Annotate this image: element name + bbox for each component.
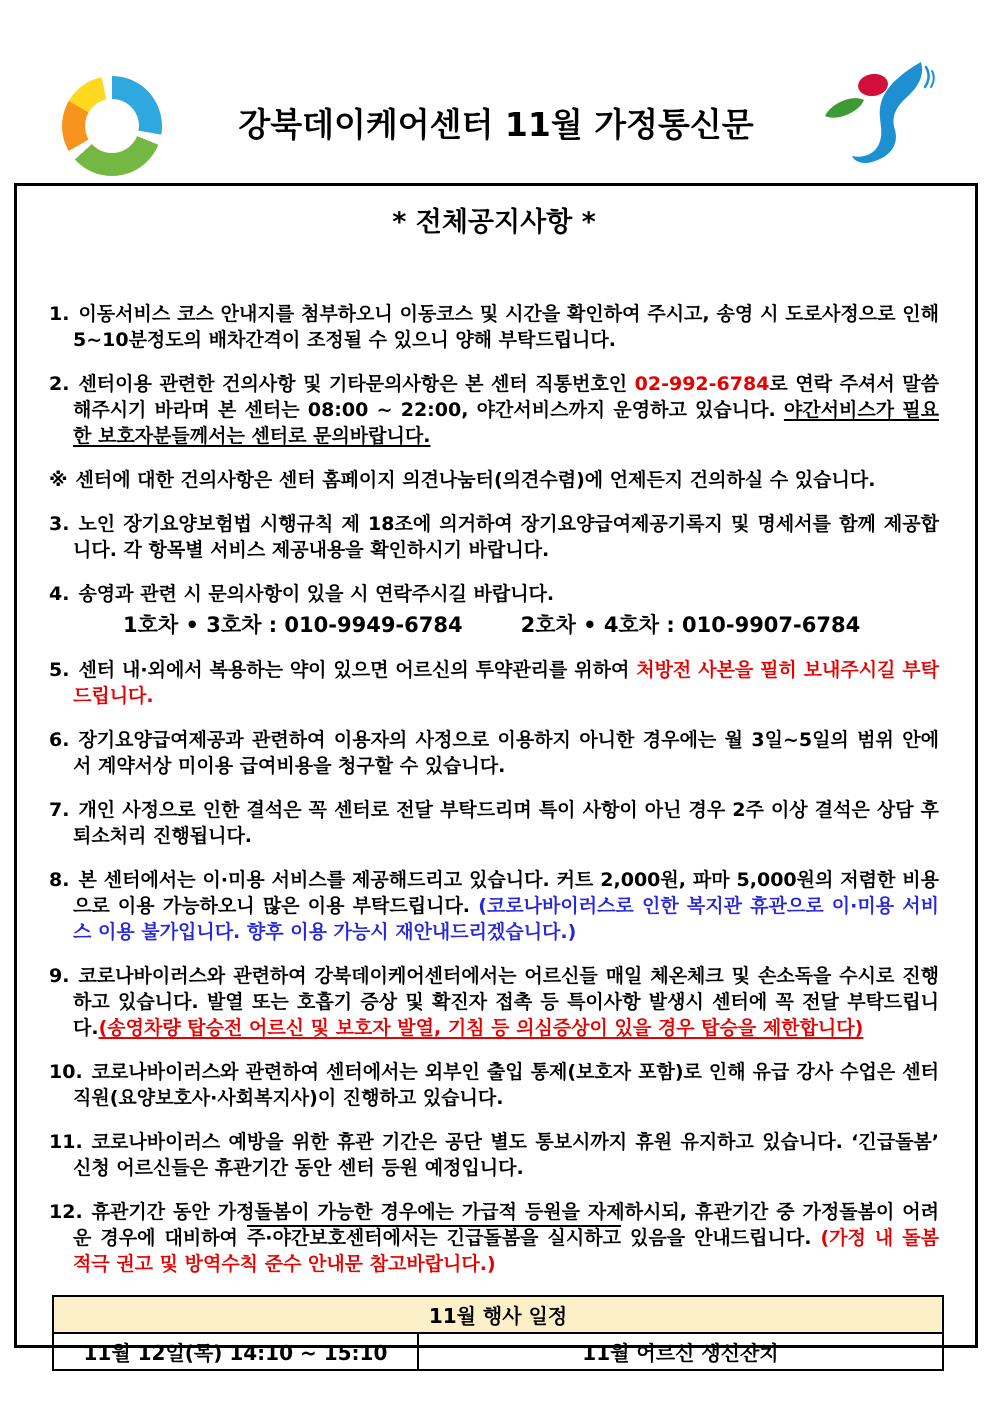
notice-item-9	[49, 963, 939, 1041]
item-text: 개인 사정으로 인한 결석은 꼭 센터로 전달 부탁드리며 특이 사항이 아닌 경우 2주 이상 결석은 상담 후 퇴소처리 진행됩니다.	[73, 799, 939, 847]
event-table-title: 11월 행사 일정	[53, 1296, 943, 1333]
seoul-city-logo-icon	[817, 60, 942, 172]
item-text: 코로나바이러스와 관련하여 강북데이케어센터에서는 어르신들 매일 체온체크 및 손소독을 수시로 진행하고 있습니다. 발열 또는 호흡기 증상 및 확진자 접촉 등 특이사항 발생시 센터에 꼭 전달 부탁드립니다.	[73, 965, 939, 1039]
notice-item-1	[49, 301, 939, 353]
item-text: 휴관기간 동안 가정돌봄이 가능한 경우에는 가급적 등원을 자제하시되, 휴관기간 중 가정돌봄이 어려운 경우에 대비하여	[73, 1201, 939, 1249]
item-text: 있음을 안내드립니다.	[620, 1227, 821, 1249]
notice-item-10	[49, 1059, 939, 1111]
page-header	[0, 0, 992, 183]
reference-mark: ※	[49, 469, 68, 491]
item-number: 1.	[49, 303, 70, 325]
shuttle-phone-2: 2호차 • 4호차 : 010-9907-6784	[520, 613, 861, 637]
item-number: 8.	[49, 869, 70, 891]
item-number: 12.	[49, 1201, 83, 1223]
item-number: 2.	[49, 373, 70, 395]
notice-subnote	[49, 467, 939, 493]
item-text: 로 연락 주셔서 말씀해주시기 바라며 본 센터는 08:00 ~ 22:00, 야간서비스까지 운영하고 있습니다.	[73, 373, 939, 421]
item-number: 6.	[49, 729, 70, 751]
shuttle-phone-line	[49, 611, 939, 639]
item-number: 5.	[49, 659, 70, 681]
notice-item-2	[49, 371, 939, 449]
subnote-text: 센터에 대한 건의사항은 센터 홈페이지 의견나눔터(의견수렴)에 언제든지 건의하실 수 있습니다.	[75, 469, 876, 491]
event-table-header-row	[53, 1296, 943, 1333]
general-notice-box	[14, 183, 978, 1365]
item-text: 송영과 관련 시 문의사항이 있을 시 연락주시길 바랍니다.	[78, 583, 555, 605]
item-text: 코로나바이러스 예방을 위한 휴관 기간은 공단 별도 통보시까지 휴원 유지하고 있습니다. ‘긴급돌봄’ 신청 어르신들은 휴관기간 동안 센터 등원 예정입니다.	[73, 1131, 939, 1179]
notice-item-3	[49, 511, 939, 563]
notice-item-11	[49, 1129, 939, 1181]
notice-item-8	[49, 867, 939, 945]
notice-item-4	[49, 581, 939, 607]
event-datetime-cell: 11월 12일(목) 14:10 ~ 15:10	[53, 1333, 418, 1370]
notice-item-12	[49, 1199, 939, 1277]
notice-item-6	[49, 727, 939, 779]
item-number: 7.	[49, 799, 70, 821]
underlined-text: 야간서비스가 필요한 보호자분들께서는 센터로 문의바랍니다.	[73, 399, 939, 447]
item-number: 4.	[49, 583, 70, 605]
notice-title: * 전체공지사항 *	[392, 207, 596, 238]
phone-number-red: 02-992-6784	[634, 373, 770, 395]
item-number: 3.	[49, 513, 70, 535]
red-underlined-text: (송영차량 탑승전 어르신 및 보호자 발열, 기침 등 의심증상이 있을 경우 탑승을 제한합니다)	[98, 1017, 864, 1039]
item-text: 이동서비스 코스 안내지를 첨부하오니 이동코스 및 시간을 확인하여 주시고, 송영 시 도로사정으로 인해 5~10분정도의 배차간격이 조정될 수 있으니 양해 부탁드립니다.	[73, 303, 939, 351]
item-text: 코로나바이러스와 관련하여 센터에서는 외부인 출입 통제(보호자 포함)로 인해 유급 강사 수업은 센터 직원(요양보호사·사회복지사)이 진행하고 있습니다.	[73, 1061, 939, 1109]
red-emphasis-text: (가정 내 돌봄 적극 권고 및 방역수칙 준수 안내문 참고바랍니다.)	[73, 1227, 939, 1275]
event-name-cell: 11월 어르신 생신잔치	[418, 1333, 943, 1370]
item-text: 센터이용 관련한 건의사항 및 기타문의사항은 본 센터 직통번호인	[78, 373, 635, 395]
blue-emphasis-text: (코로나바이러스로 인한 복지관 휴관으로 이·미용 서비스 이용 불가입니다. 향후 이용 가능시 재안내드리겠습니다.)	[73, 895, 939, 943]
item-text: 본 센터에서는 이·미용 서비스를 제공해드리고 있습니다. 커트 2,000원, 파마 5,000원의 저렴한 비용으로 이용 가능하오니 많은 이용 부탁드립니다.	[73, 869, 939, 917]
shuttle-phone-1: 1호차 • 3호차 : 010-9949-6784	[123, 613, 463, 637]
overlined-text-artifact: 주·야간보호센터에서는 긴급돌봄을 실시하고	[246, 1227, 621, 1249]
item-number: 10.	[49, 1061, 83, 1083]
notice-item-7	[49, 797, 939, 849]
page-title: 강북데이케어센터 11월 가정통신문	[238, 105, 754, 144]
item-number: 11.	[49, 1131, 83, 1153]
item-text: 센터 내·외에서 복용하는 약이 있으면 어르신의 투약관리를 위하여	[78, 659, 637, 681]
notice-item-5	[49, 657, 939, 709]
event-schedule-table	[52, 1295, 944, 1371]
event-table-row	[53, 1333, 943, 1370]
red-emphasis-text: 처방전 사본을 필히 보내주시길 부탁드립니다.	[73, 659, 939, 707]
item-text: 노인 장기요양보험법 시행규칙 제 18조에 의거하여 장기요양급여제공기록지 및 명세서를 함께 제공합니다. 각 항목별 서비스 제공내용을 확인하시기 바랍니다.	[73, 513, 939, 561]
item-number: 9.	[49, 965, 70, 987]
item-text: 장기요양급여제공과 관련하여 이용자의 사정으로 이용하지 아니한 경우에는 월 3일~5일의 범위 안에서 계약서상 미이용 급여비용을 청구할 수 있습니다.	[73, 729, 939, 777]
